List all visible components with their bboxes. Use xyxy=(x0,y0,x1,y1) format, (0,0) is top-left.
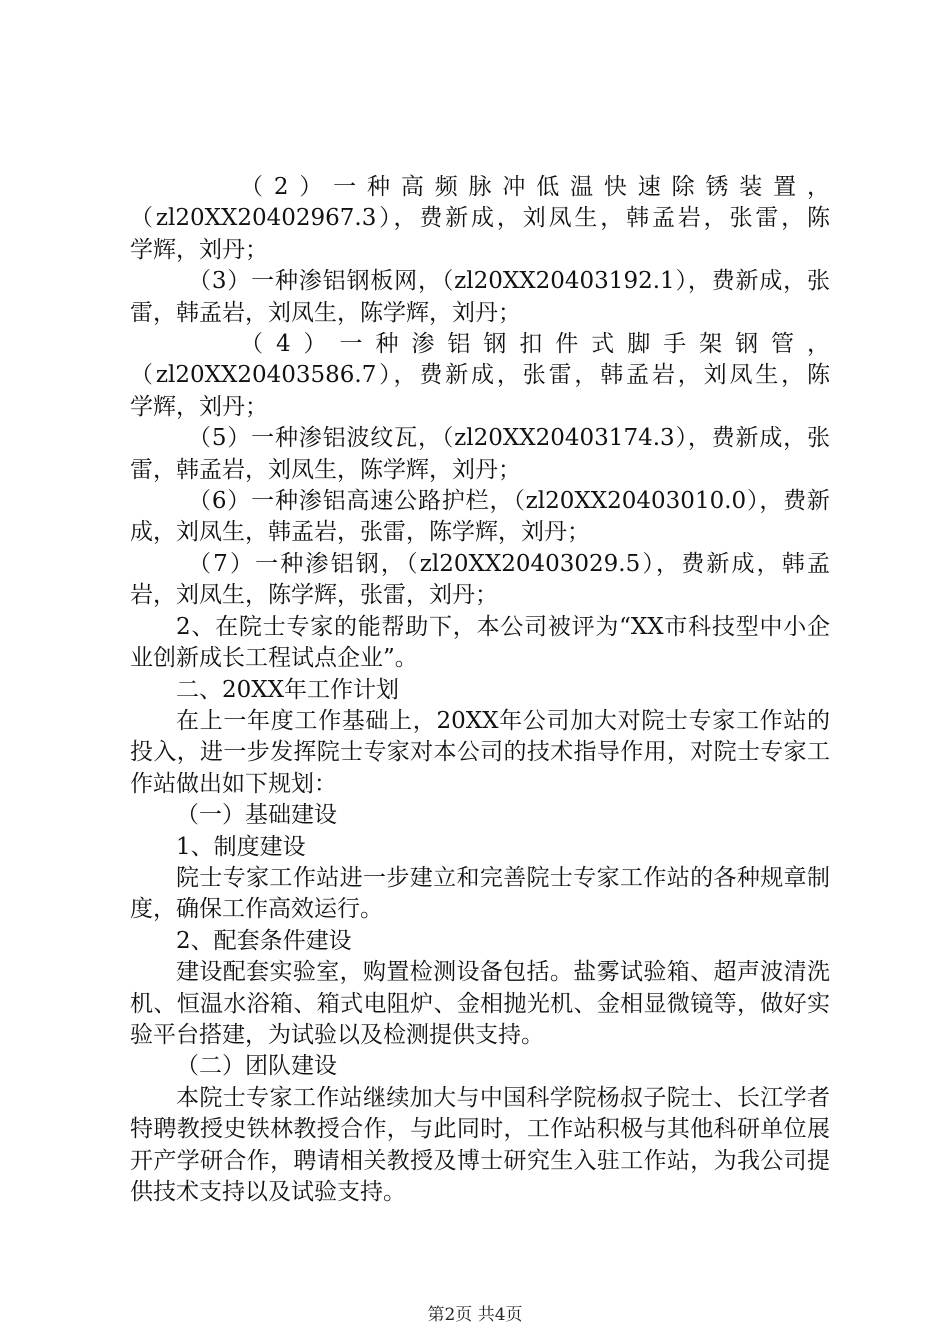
subheading-team-building: （二）团队建设 xyxy=(176,1053,337,1080)
subheading-infrastructure: （一）基础建设 xyxy=(176,802,337,829)
patent-item-6: （6）一种渗铝高速公路护栏，（zl20XX20403010.0），费新成，刘凤生，韩孟岩，张雷，陈学辉，刘丹； xyxy=(130,488,830,546)
page-footer: 第2页 共4页 xyxy=(427,1305,523,1325)
patent-item-7: （7）一种渗铝钢，（zl20XX20403029.5），费新成，韩孟岩，刘凤生，陈学辉，张雷，刘丹； xyxy=(130,550,830,609)
patent-item-4 xyxy=(130,329,830,423)
patent-item-4-line-1: （4）一种渗铝钢扣件式脚手架钢管， xyxy=(240,331,830,358)
patent-item-3: （3）一种渗铝钢板网，（zl20XX20403192.1），费新成，张雷，韩孟岩，刘凤生，陈学辉，刘丹； xyxy=(130,268,830,326)
supporting-conditions-paragraph: 建设配套实验室，购置检测设备包括。盐雾试验箱、超声波清洗机、恒温水浴箱、箱式电阻炉、金相抛光机、金相显微镜等，做好实验平台搭建，为试验以及检测提供支持。 xyxy=(130,959,830,1048)
patent-item-4-line-3: 学辉，刘丹； xyxy=(130,393,268,420)
subheading-system-construction: 1、制度建设 xyxy=(176,833,306,860)
section-heading-plan: 二、20XX年工作计划 xyxy=(176,676,400,703)
patent-item-2 xyxy=(130,172,830,266)
patent-item-2-line-2: （zl20XX20402967.3），费新成，刘凤生，韩孟岩，张雷，陈 xyxy=(130,205,830,232)
patent-item-5: （5）一种渗铝波纹瓦，（zl20XX20403174.3），费新成，张雷，韩孟岩，刘凤生，陈学辉，刘丹； xyxy=(130,425,830,483)
document-body xyxy=(130,172,830,1208)
plan-intro-paragraph: 在上一年度工作基础上，20XX年公司加大对院士专家工作站的投入，进一步发挥院士专家对本公司的技术指导作用，对院士专家工作站做出如下规划： xyxy=(130,707,830,797)
patent-item-2-line-1: （2）一种高频脉冲低温快速除锈装置， xyxy=(240,174,830,200)
patent-item-4-line-2: （zl20XX20403586.7），费新成，张雷，韩孟岩，刘凤生，陈 xyxy=(130,362,830,389)
patent-item-2-line-3: 学辉，刘丹； xyxy=(130,236,268,263)
system-construction-paragraph: 院士专家工作站进一步建立和完善院士专家工作站的各种规章制度，确保工作高效运行。 xyxy=(130,864,830,923)
subheading-supporting-conditions: 2、配套条件建设 xyxy=(176,927,352,954)
achievement-paragraph: 2、在院士专家的能帮助下，本公司被评为“XX市科技型中小企业创新成长工程试点企业”。 xyxy=(130,613,830,672)
team-building-paragraph: 本院士专家工作站继续加大与中国科学院杨叔子院士、长江学者特聘教授史铁林教授合作，与此同时，工作站积极与其他科研单位展开产学研合作，聘请相关教授及博士研究生入驻工作站，为我公司提供技术支持以及试验支持。 xyxy=(130,1084,830,1205)
